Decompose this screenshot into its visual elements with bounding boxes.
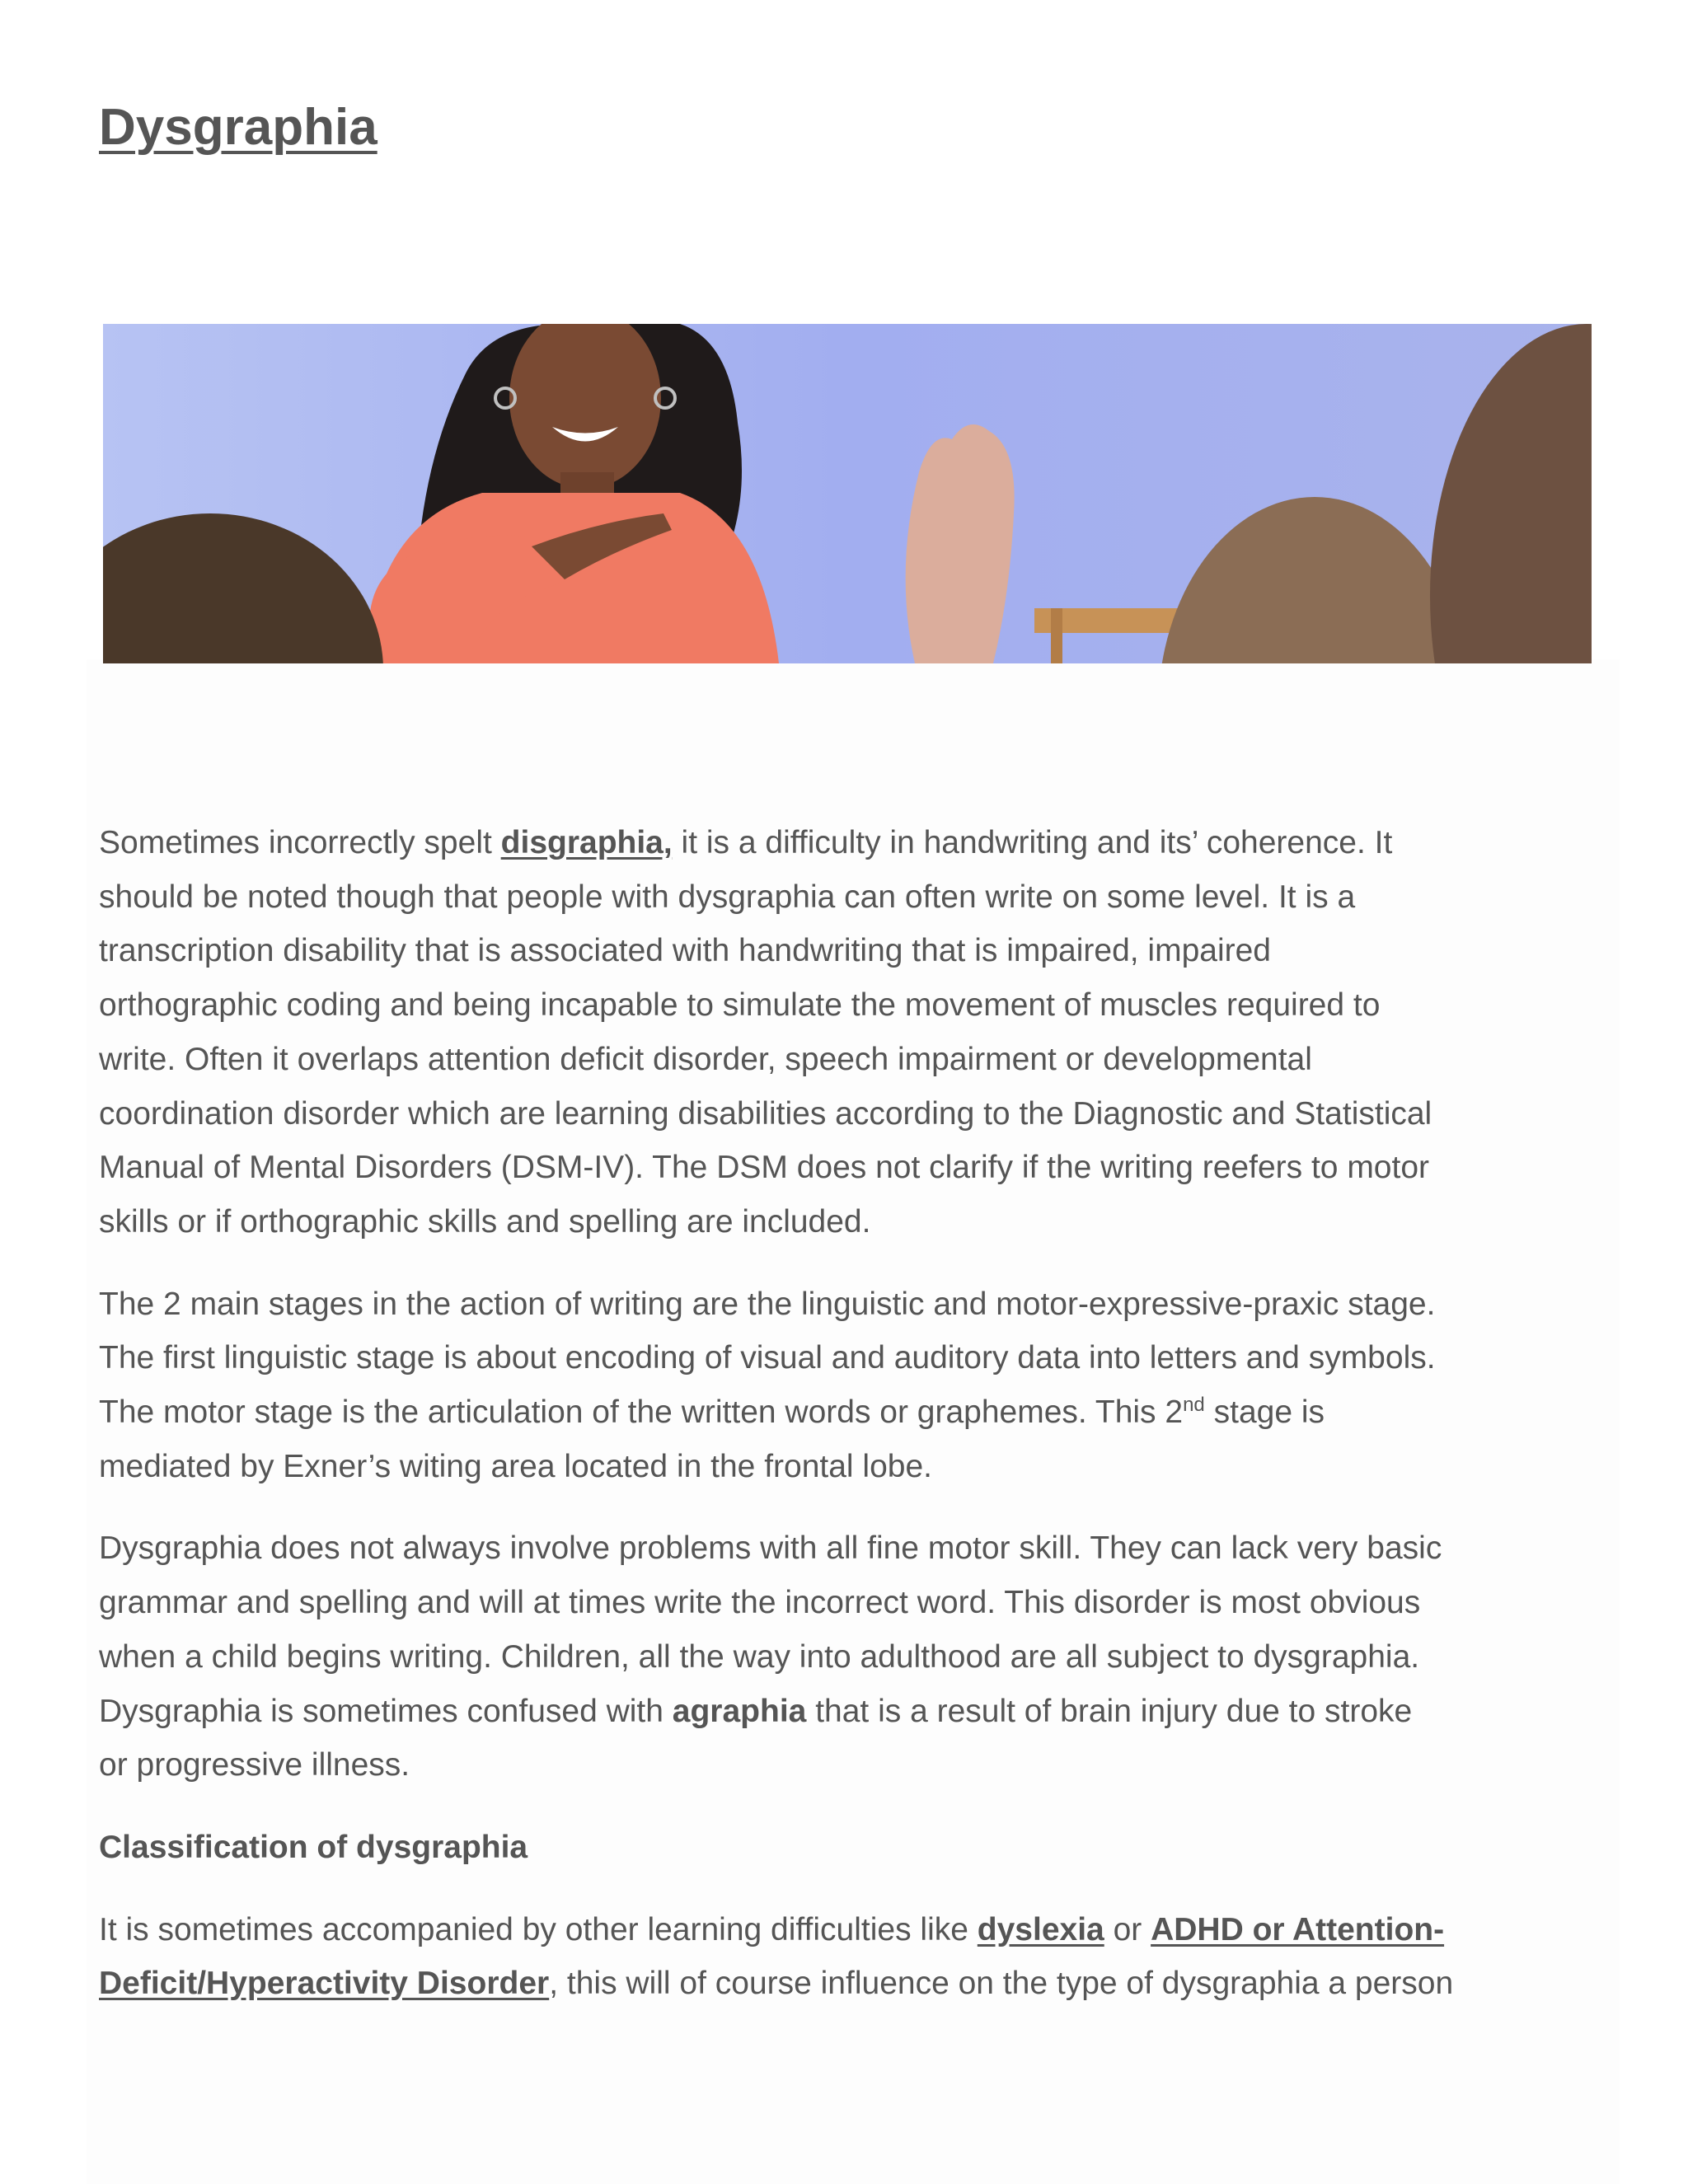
paragraph-line [99, 1957, 1595, 2011]
paragraph-line: The 2 main stages in the action of writing are the linguistic and motor-expressive-praxic stage. [99, 1286, 1436, 1322]
paragraph-line: orthographic coding and being incapable to simulate the movement of muscles required to [99, 987, 1381, 1024]
paragraph-line [99, 1903, 1595, 1957]
paragraph-line: transcription disability that is associated with handwriting that is impaired, impaired [99, 933, 1271, 969]
paragraph-line: The first linguistic stage is about encoding of visual and auditory data into letters and symbols. [99, 1340, 1436, 1376]
link-disgraphia[interactable]: disgraphia, [500, 825, 673, 860]
superscript-nd: nd [1183, 1394, 1205, 1417]
link-adhd-continued[interactable]: Deficit/Hyperactivity Disorder [99, 1966, 550, 2002]
page-title: Dysgraphia [99, 99, 377, 156]
paragraph-line: or progressive illness. [99, 1747, 410, 1783]
paragraph-line: when a child begins writing. Children, all the way into adulthood are all subject to dysgraphia. [99, 1638, 1420, 1675]
text-segment: it is a difficulty in handwriting and its’ coherence. It [672, 825, 1393, 860]
bold-term-agraphia: agraphia [672, 1693, 807, 1729]
text-segment: Sometimes incorrectly spelt [99, 825, 501, 860]
paragraph-4 [99, 1903, 1595, 2011]
link-adhd[interactable]: ADHD or Attention- [1151, 1911, 1445, 1947]
paragraph-line: coordination disorder which are learning disabilities according to the Diagnostic and Statistical [99, 1095, 1432, 1132]
paragraph-line: Manual of Mental Disorders (DSM-IV). The DSM does not clarify if the writing reefers to motor [99, 1150, 1430, 1186]
paragraph-line [99, 1385, 1595, 1440]
text-segment: that is a result of brain injury due to stroke [806, 1693, 1413, 1729]
paragraph-line: write. Often it overlaps attention deficit disorder, speech impairment or developmental [99, 1041, 1312, 1077]
text-segment: or [1104, 1911, 1151, 1947]
section-heading: Classification of dysgraphia [99, 1829, 528, 1865]
article-body [99, 816, 1595, 2039]
paragraph-line: should be noted though that people with dysgraphia can often write on some level. It is a [99, 879, 1356, 915]
paragraph-line [99, 1685, 1595, 1739]
text-segment: Dysgraphia is sometimes confused with [99, 1693, 673, 1729]
paragraph-line: skills or if orthographic skills and spelling are included. [99, 1203, 871, 1240]
text-segment: stage is [1204, 1394, 1325, 1431]
paragraph-2 [99, 1277, 1595, 1494]
paragraph-3 [99, 1521, 1595, 1793]
text-segment: It is sometimes accompanied by other learning difficulties like [99, 1911, 978, 1947]
paragraph-line: mediated by Exner’s witing area located in the frontal lobe. [99, 1448, 932, 1484]
paragraph-1 [99, 816, 1595, 1249]
paragraph-line [99, 816, 1595, 870]
banner-image [103, 324, 1592, 663]
paragraph-line: Dysgraphia does not always involve problems with all fine motor skill. They can lack very basic [99, 1530, 1442, 1567]
text-segment: The motor stage is the articulation of the written words or graphemes. This 2 [99, 1394, 1184, 1431]
link-dyslexia[interactable]: dyslexia [977, 1911, 1104, 1947]
paragraph-line: grammar and spelling and will at times write the incorrect word. This disorder is most obvious [99, 1585, 1421, 1621]
text-segment: , this will of course influence on the type of dysgraphia a person [549, 1966, 1454, 2002]
